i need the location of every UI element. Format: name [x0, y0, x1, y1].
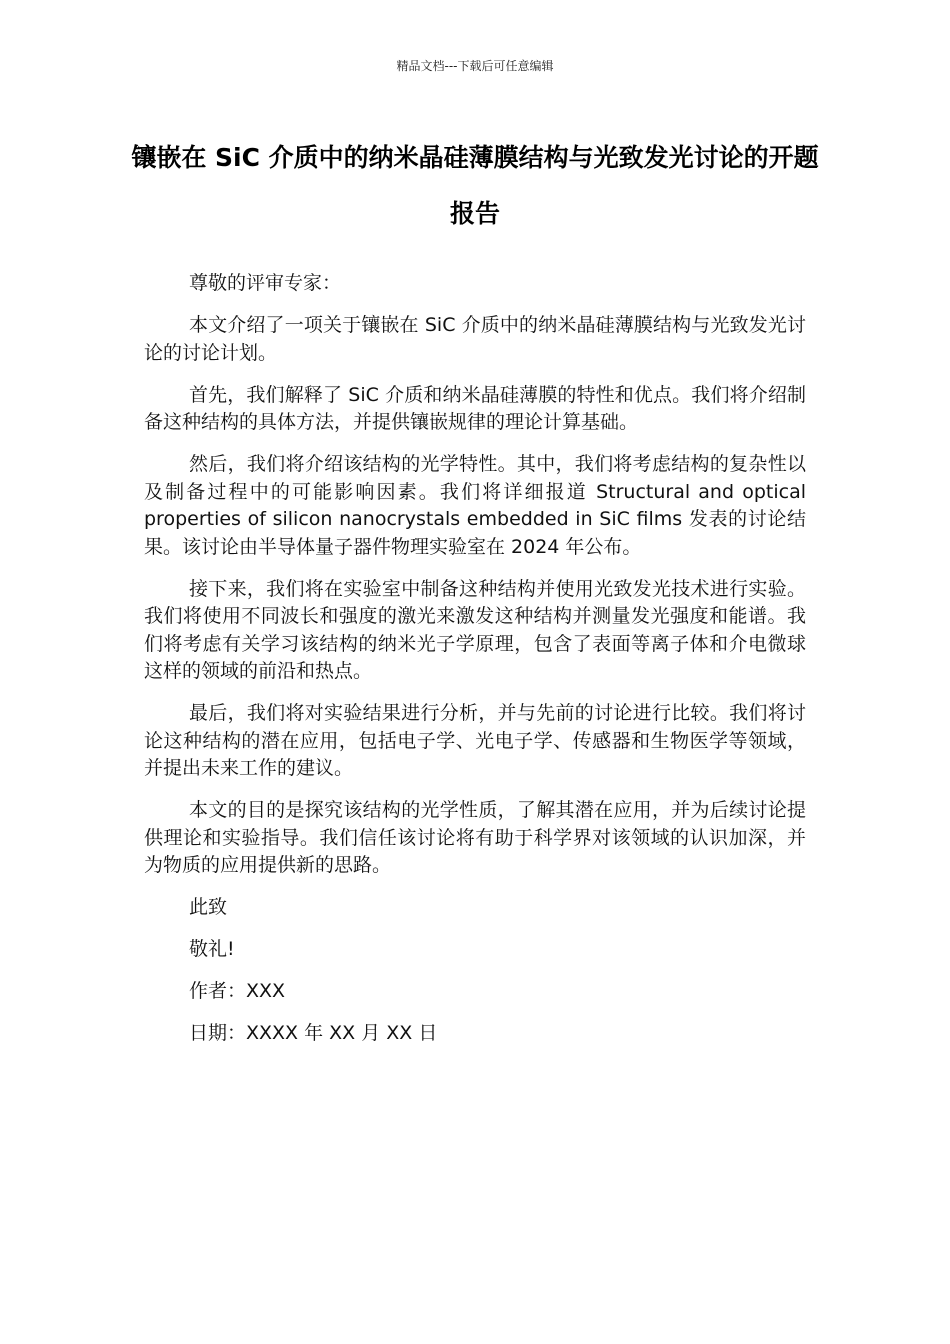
- paragraph-then: 然后，我们将介绍该结构的光学特性。其中，我们将考虑结构的复杂性以及制备过程中的可能影响因素。我们将详细报道 Structural and optical properties of silicon nanocrystals embedded in SiC films 发表的讨论结果。该讨论由半导体量子器件物理实验室在 2024 年公布。: [144, 453, 806, 558]
- paragraph-first: 首先，我们解释了 SiC 介质和纳米晶硅薄膜的特性和优点。我们将介绍制备这种结构的具体方法，并提供镶嵌规律的理论计算基础。: [144, 383, 806, 433]
- closing-line-2: 敬礼!: [189, 938, 235, 960]
- paragraph-next: 接下来，我们将在实验室中制备这种结构并使用光致发光技术进行实验。我们将使用不同波长和强度的激光来激发这种结构并测量发光强度和能谱。我们将考虑有关学习该结构的纳米光子学原理，包含了表面等离子体和介电微球这样的领域的前沿和热点。: [144, 577, 806, 682]
- document-title: 镶嵌在 SiC 介质中的纳米晶硅薄膜结构与光致发光讨论的开题报告: [131, 143, 819, 228]
- paragraph-finally: 最后，我们将对实验结果进行分析，并与先前的讨论进行比较。我们将讨论这种结构的潜在应用，包括电子学、光电子学、传感器和生物医学等领域，并提出未来工作的建议。: [144, 702, 806, 779]
- paragraph-purpose: 本文的目的是探究该结构的光学性质，了解其潜在应用，并为后续讨论提供理论和实验指导。我们信任该讨论将有助于科学界对该领域的认识加深，并为物质的应用提供新的思路。: [144, 799, 806, 876]
- date-line: 日期：XXXX 年 XX 月 XX 日: [189, 1022, 438, 1044]
- salutation: 尊敬的评审专家：: [189, 272, 342, 294]
- page-header: 精品文档---下载后可任意编辑: [396, 59, 554, 73]
- paragraph-intro: 本文介绍了一项关于镶嵌在 SiC 介质中的纳米晶硅薄膜结构与光致发光讨论的讨论计划。: [144, 314, 806, 364]
- document-body: [144, 270, 806, 1062]
- closing-line-1: 此致: [189, 896, 228, 918]
- author-line: 作者：XXX: [189, 980, 286, 1002]
